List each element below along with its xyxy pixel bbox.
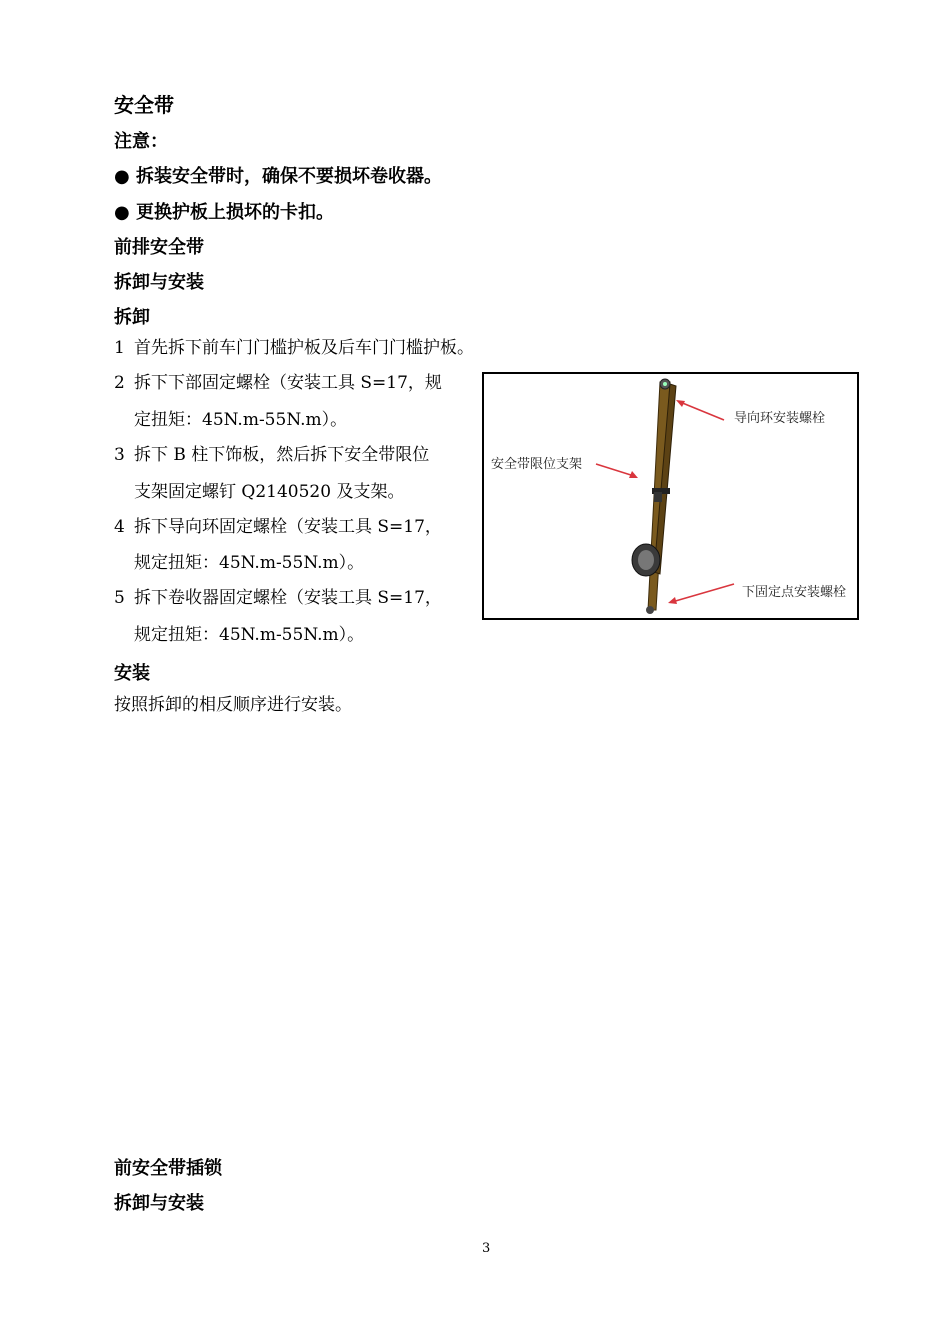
retractor-spool [638, 550, 654, 570]
step-4-continued: 规定扭矩：45N.m-55N.m）。 [134, 553, 365, 573]
step-text: 首先拆下前车门门槛护板及后车门门槛护板。 [134, 338, 474, 358]
guide-ring-arrow [680, 402, 724, 420]
subheading-install: 安装 [114, 663, 150, 684]
step-3 [114, 444, 429, 466]
step-text: 拆下卷收器固定螺栓（安装工具 S=17， [134, 588, 442, 608]
subheading-remove: 拆卸 [114, 307, 150, 328]
step-2-continued: 定扭矩：45N.m-55N.m）。 [134, 410, 348, 430]
bullet-dot-icon: ● [114, 166, 130, 187]
subheading-remove-install-2: 拆卸与安装 [114, 1193, 204, 1214]
label-lower-anchor-bolt: 下固定点安装螺栓 [742, 585, 847, 600]
guide-ring-center [663, 382, 667, 386]
step-number: 2 [114, 373, 125, 393]
bullet-item [114, 198, 334, 224]
page-title: 安全带 [114, 93, 174, 117]
bullet-item [114, 162, 442, 188]
step-text: 拆下 B 柱下饰板，然后拆下安全带限位 [134, 445, 430, 465]
install-text: 按照拆卸的相反顺序进行安装。 [114, 695, 352, 715]
step-number: 5 [114, 588, 125, 608]
bullet-text: 更换护板上损坏的卡扣。 [136, 202, 334, 223]
seat-belt-figure [482, 372, 859, 620]
limit-bracket-lower [654, 492, 662, 502]
step-number: 1 [114, 338, 125, 358]
subheading-remove-install: 拆卸与安装 [114, 272, 204, 293]
lower-anchor-arrow [672, 584, 734, 602]
label-limit-bracket: 安全带限位支架 [491, 457, 583, 472]
guide-ring-arrowhead [676, 400, 685, 407]
label-guide-ring-bolt: 导向环安装螺栓 [734, 411, 826, 426]
page-number: 3 [482, 1241, 491, 1256]
lower-anchor [646, 606, 654, 614]
section-heading-front-belt: 前排安全带 [114, 237, 204, 258]
bullet-dot-icon: ● [114, 202, 130, 223]
step-5-continued: 规定扭矩：45N.m-55N.m）。 [134, 625, 365, 645]
bracket-arrow [596, 464, 634, 476]
bullet-text: 拆装安全带时，确保不要损坏卷收器。 [136, 166, 442, 187]
step-1 [114, 337, 474, 359]
step-number: 3 [114, 445, 125, 465]
step-4 [114, 516, 442, 538]
lower-anchor-arrowhead [668, 597, 677, 604]
step-number: 4 [114, 517, 125, 537]
step-text: 拆下下部固定螺栓（安装工具 S=17，规 [134, 373, 442, 393]
step-text: 拆下导向环固定螺栓（安装工具 S=17， [134, 517, 442, 537]
step-2 [114, 372, 442, 394]
step-3-continued: 支架固定螺钉 Q2140520 及支架。 [134, 482, 405, 502]
step-5 [114, 587, 442, 609]
section-heading-buckle: 前安全带插锁 [114, 1158, 222, 1179]
notice-label: 注意： [114, 131, 168, 152]
